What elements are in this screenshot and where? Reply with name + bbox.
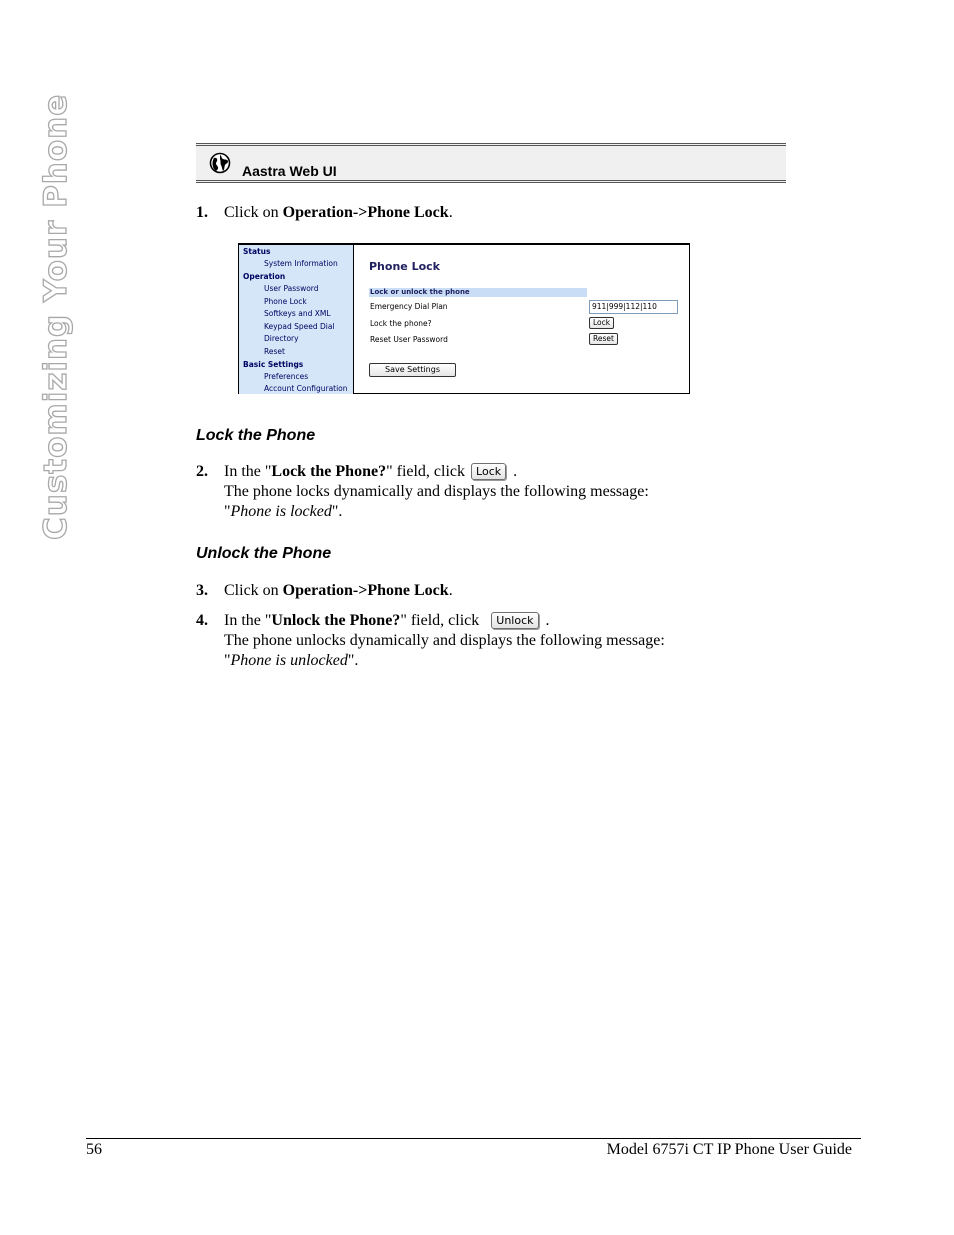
step-text: Click on Operation->Phone Lock. <box>224 204 453 221</box>
section-band <box>369 288 587 297</box>
nav-heading-operation: Operation <box>243 272 286 281</box>
page-number: 56 <box>86 1141 102 1158</box>
reset-button[interactable]: Reset <box>589 333 618 345</box>
footer-divider <box>86 1138 861 1139</box>
step-text: In the "Lock the Phone?" field, click Lock . The phone locks dynamically and displays the following message: "Phone is locked". <box>224 463 649 520</box>
guide-title: Model 6757i CT IP Phone User Guide <box>606 1141 852 1158</box>
nav-item-phone-lock[interactable]: Phone Lock <box>264 297 307 306</box>
web-ui-label: Aastra Web UI <box>242 163 337 179</box>
emergency-dial-plan-label: Emergency Dial Plan <box>370 302 448 311</box>
nav-heading-basic-settings: Basic Settings <box>243 360 304 369</box>
step-text: In the "Unlock the Phone?" field, click Unlock . The phone unlocks dynamically and displays the following message: "Phone is unlocked". <box>224 612 665 669</box>
lock-button-inline[interactable]: Lock <box>471 463 506 480</box>
web-ui-screenshot <box>238 243 690 394</box>
screenshot-page-title: Phone Lock <box>369 260 440 273</box>
emergency-dial-plan-input[interactable]: 911|999|112|110 <box>589 300 678 314</box>
nav-item-softkeys-and-xml[interactable]: Softkeys and XML <box>264 309 331 318</box>
save-settings-button[interactable]: Save Settings <box>369 363 456 377</box>
step-text: Click on Operation->Phone Lock. <box>224 582 453 599</box>
unlock-button-inline[interactable]: Unlock <box>491 612 538 629</box>
nav-item-preferences[interactable]: Preferences <box>264 372 309 381</box>
step-number: 1. <box>196 204 208 221</box>
lock-phone-label: Lock the phone? <box>370 319 432 328</box>
nav-item-reset[interactable]: Reset <box>264 347 285 356</box>
nav-item-system-information[interactable]: System Information <box>264 259 338 268</box>
screenshot-sidebar <box>239 245 354 394</box>
lock-button[interactable]: Lock <box>589 317 614 329</box>
step-number: 2. <box>196 463 208 480</box>
nav-item-keypad-speed-dial[interactable]: Keypad Speed Dial <box>264 322 335 331</box>
heading-lock-the-phone: Lock the Phone <box>196 427 316 444</box>
nav-item-account-configuration[interactable]: Account Configuration <box>264 384 348 393</box>
nav-item-user-password[interactable]: User Password <box>264 284 319 293</box>
globe-icon <box>209 152 231 174</box>
side-section-title: Customizing Your Phone <box>38 93 74 540</box>
step-number: 3. <box>196 582 208 599</box>
nav-item-directory[interactable]: Directory <box>264 334 299 343</box>
nav-heading-status: Status <box>243 247 271 256</box>
reset-user-password-label: Reset User Password <box>370 335 448 344</box>
section-band-label: Lock or unlock the phone <box>370 288 470 296</box>
step-number: 4. <box>196 612 208 629</box>
aastra-web-ui-bar <box>196 143 786 183</box>
heading-unlock-the-phone: Unlock the Phone <box>196 545 332 562</box>
